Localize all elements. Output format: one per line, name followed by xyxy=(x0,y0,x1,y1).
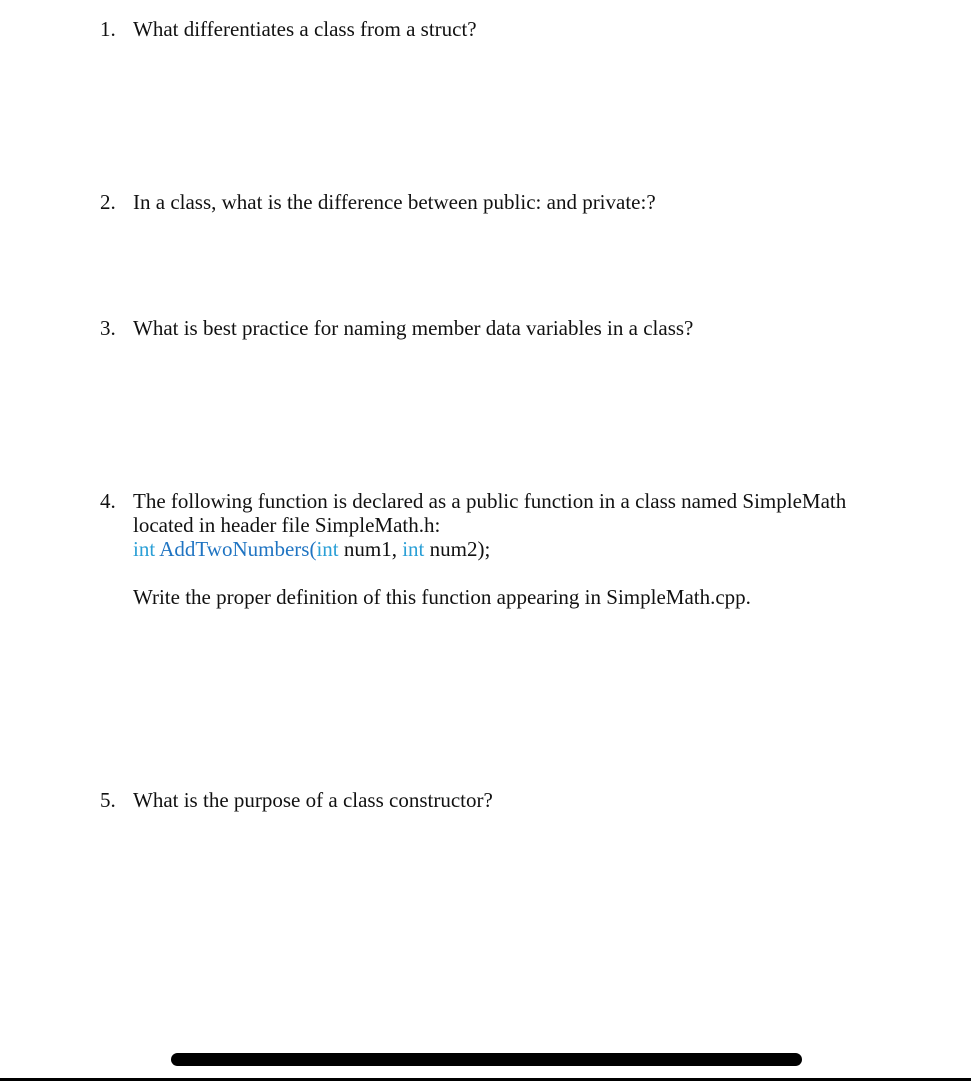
question-text: What differentiates a class from a struct? xyxy=(133,17,477,41)
question-text: In a class, what is the difference between public: and private:? xyxy=(133,190,656,214)
code-keyword: int xyxy=(316,537,339,561)
question-5 xyxy=(100,788,900,812)
question-number: 4. xyxy=(100,489,116,513)
code-keyword: int xyxy=(133,537,156,561)
question-3 xyxy=(100,316,900,340)
code-argument: num1, xyxy=(343,537,397,561)
home-indicator-bar[interactable] xyxy=(171,1053,802,1066)
code-declaration xyxy=(133,537,900,561)
question-1 xyxy=(100,17,900,41)
question-number: 3. xyxy=(100,316,116,340)
question-number: 5. xyxy=(100,788,116,812)
question-text: What is the purpose of a class constructor? xyxy=(133,788,493,812)
question-number: 1. xyxy=(100,17,116,41)
question-2 xyxy=(100,190,900,214)
question-text-line-2: located in header file SimpleMath.h: xyxy=(133,513,441,537)
question-followup: Write the proper definition of this function appearing in SimpleMath.cpp. xyxy=(133,585,751,609)
code-keyword: int xyxy=(402,537,425,561)
paragraph-gap xyxy=(133,561,900,585)
question-4 xyxy=(100,489,900,609)
code-function-name: AddTwoNumbers( xyxy=(159,537,317,561)
question-body xyxy=(133,489,900,609)
question-text-line-1: The following function is declared as a public function in a class named SimpleMath xyxy=(133,489,847,513)
code-argument: num2); xyxy=(429,537,491,561)
question-text: What is best practice for naming member data variables in a class? xyxy=(133,316,694,340)
question-number: 2. xyxy=(100,190,116,214)
